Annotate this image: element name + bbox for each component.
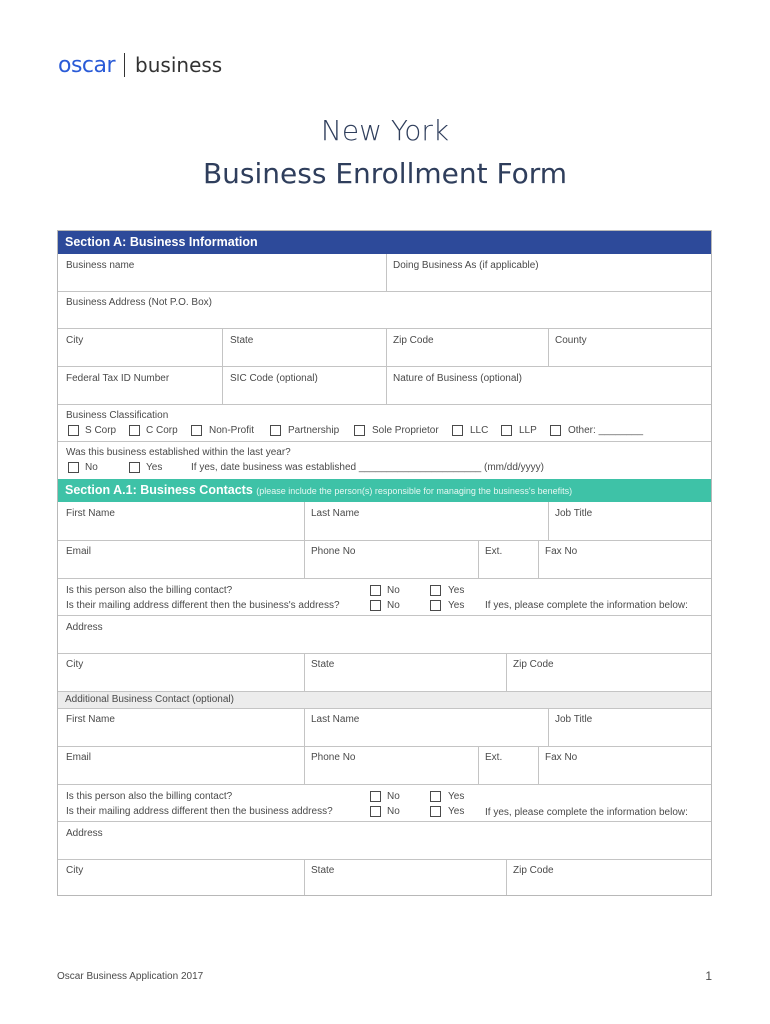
divider xyxy=(304,653,305,691)
page-title-state: New York xyxy=(320,114,450,147)
divider xyxy=(548,708,549,746)
established-yes-checkbox[interactable] xyxy=(129,462,140,473)
divider xyxy=(58,691,711,692)
section-a1-note: (please include the person(s) responsible for managing the business's benefits) xyxy=(256,486,573,496)
state-field[interactable]: State xyxy=(230,335,254,346)
additional-ext-field[interactable]: Ext. xyxy=(485,752,503,763)
divider xyxy=(548,502,549,540)
additional-phone-field[interactable]: Phone No xyxy=(311,752,356,763)
divider xyxy=(478,746,479,784)
established-no-checkbox[interactable] xyxy=(68,462,79,473)
additional-state-field[interactable]: State xyxy=(311,865,335,876)
mailing-yes-label: Yes xyxy=(448,600,465,611)
additional-job-title-field[interactable]: Job Title xyxy=(555,714,593,725)
logo-product: business xyxy=(135,53,223,77)
email-field[interactable]: Email xyxy=(66,546,92,557)
billing-no-checkbox[interactable] xyxy=(370,585,381,596)
llc-label: LLC xyxy=(470,425,489,436)
nature-of-business-field[interactable]: Nature of Business (optional) xyxy=(393,373,522,384)
divider xyxy=(58,615,711,616)
divider xyxy=(386,254,387,291)
additional-mailing-no-label: No xyxy=(387,806,400,817)
additional-billing-question: Is this person also the billing contact? xyxy=(66,791,233,802)
county-field[interactable]: County xyxy=(555,335,587,346)
billing-yes-label: Yes xyxy=(448,585,465,596)
divider xyxy=(58,784,711,785)
additional-last-name-field[interactable]: Last Name xyxy=(311,714,360,725)
sole-proprietor-checkbox[interactable] xyxy=(354,425,365,436)
if-yes-note: If yes, please complete the information below: xyxy=(485,600,688,611)
tax-id-field[interactable]: Federal Tax ID Number xyxy=(66,373,170,384)
established-no-label: No xyxy=(85,462,98,473)
divider xyxy=(58,291,711,292)
divider xyxy=(58,821,711,822)
section-a1-title: Section A.1: Business Contacts xyxy=(65,483,253,497)
llp-checkbox[interactable] xyxy=(501,425,512,436)
divider xyxy=(478,540,479,578)
zip-field[interactable]: Zip Code xyxy=(393,335,434,346)
s-corp-checkbox[interactable] xyxy=(68,425,79,436)
established-question: Was this business established within the last year? xyxy=(66,447,291,458)
contact-zip-field[interactable]: Zip Code xyxy=(513,659,554,670)
additional-billing-no-label: No xyxy=(387,791,400,802)
business-name-field[interactable]: Business name xyxy=(66,260,135,271)
c-corp-checkbox[interactable] xyxy=(129,425,140,436)
additional-mailing-yes-label: Yes xyxy=(448,806,465,817)
page-number: 1 xyxy=(705,969,712,983)
divider xyxy=(538,746,539,784)
divider xyxy=(58,366,711,367)
city-field[interactable]: City xyxy=(66,335,84,346)
divider xyxy=(58,540,711,541)
dba-field[interactable]: Doing Business As (if applicable) xyxy=(393,260,539,271)
billing-no-label: No xyxy=(387,585,400,596)
other-label: Other: ________ xyxy=(568,425,644,436)
logo-divider xyxy=(124,53,125,77)
mailing-no-checkbox[interactable] xyxy=(370,600,381,611)
partnership-label: Partnership xyxy=(288,425,340,436)
additional-zip-field[interactable]: Zip Code xyxy=(513,865,554,876)
c-corp-label: C Corp xyxy=(146,425,178,436)
oscar-business-logo xyxy=(58,50,222,80)
divider xyxy=(538,540,539,578)
billing-contact-question: Is this person also the billing contact? xyxy=(66,585,233,596)
additional-address-field[interactable]: Address xyxy=(66,828,103,839)
mailing-yes-checkbox[interactable] xyxy=(430,600,441,611)
divider xyxy=(58,441,711,442)
phone-field[interactable]: Phone No xyxy=(311,546,356,557)
footer-label: Oscar Business Application 2017 xyxy=(57,971,204,982)
additional-mailing-yes-checkbox[interactable] xyxy=(430,806,441,817)
contact-city-field[interactable]: City xyxy=(66,659,84,670)
additional-first-name-field[interactable]: First Name xyxy=(66,714,115,725)
mailing-no-label: No xyxy=(387,600,400,611)
additional-mailing-question: Is their mailing address different then the business address? xyxy=(66,806,333,817)
classification-label: Business Classification xyxy=(66,410,169,421)
additional-contact-header: Additional Business Contact (optional) xyxy=(58,691,711,708)
divider xyxy=(58,578,711,579)
additional-city-field[interactable]: City xyxy=(66,865,84,876)
non-profit-label: Non-Profit xyxy=(209,425,255,436)
divider xyxy=(58,328,711,329)
partnership-checkbox[interactable] xyxy=(270,425,281,436)
sic-code-field[interactable]: SIC Code (optional) xyxy=(230,373,318,384)
divider xyxy=(58,708,711,709)
additional-billing-yes-label: Yes xyxy=(448,791,465,802)
non-profit-checkbox[interactable] xyxy=(191,425,202,436)
contact-state-field[interactable]: State xyxy=(311,659,335,670)
last-name-field[interactable]: Last Name xyxy=(311,508,360,519)
fax-field[interactable]: Fax No xyxy=(545,546,578,557)
divider xyxy=(58,653,711,654)
divider xyxy=(58,746,711,747)
contact-address-field[interactable]: Address xyxy=(66,622,103,633)
divider xyxy=(304,859,305,895)
additional-fax-field[interactable]: Fax No xyxy=(545,752,578,763)
mailing-address-question: Is their mailing address different then the business's address? xyxy=(66,600,340,611)
divider xyxy=(58,859,711,860)
enrollment-form xyxy=(57,230,712,896)
business-address-field[interactable]: Business Address (Not P.O. Box) xyxy=(66,297,212,308)
logo-brand: oscar xyxy=(58,52,116,78)
divider xyxy=(58,404,711,405)
established-yes-label: Yes xyxy=(146,462,163,473)
job-title-field[interactable]: Job Title xyxy=(555,508,593,519)
s-corp-label: S Corp xyxy=(85,425,117,436)
sole-proprietor-label: Sole Proprietor xyxy=(372,425,439,436)
section-a-header: Section A: Business Information xyxy=(58,231,711,254)
established-date-field[interactable]: If yes, date business was established ______________________ (mm/dd/yyyy) xyxy=(191,462,545,473)
llp-label: LLP xyxy=(519,425,537,436)
divider xyxy=(506,859,507,895)
billing-yes-checkbox[interactable] xyxy=(430,585,441,596)
page-title-form: Business Enrollment Form xyxy=(202,157,568,190)
additional-billing-no-checkbox[interactable] xyxy=(370,791,381,802)
section-a1-header xyxy=(58,479,711,502)
additional-email-field[interactable]: Email xyxy=(66,752,92,763)
other-checkbox[interactable] xyxy=(550,425,561,436)
additional-mailing-no-checkbox[interactable] xyxy=(370,806,381,817)
additional-if-yes-note: If yes, please complete the information below: xyxy=(485,807,688,818)
additional-billing-yes-checkbox[interactable] xyxy=(430,791,441,802)
llc-checkbox[interactable] xyxy=(452,425,463,436)
divider xyxy=(506,653,507,691)
ext-field[interactable]: Ext. xyxy=(485,546,503,557)
divider xyxy=(548,328,549,366)
first-name-field[interactable]: First Name xyxy=(66,508,115,519)
